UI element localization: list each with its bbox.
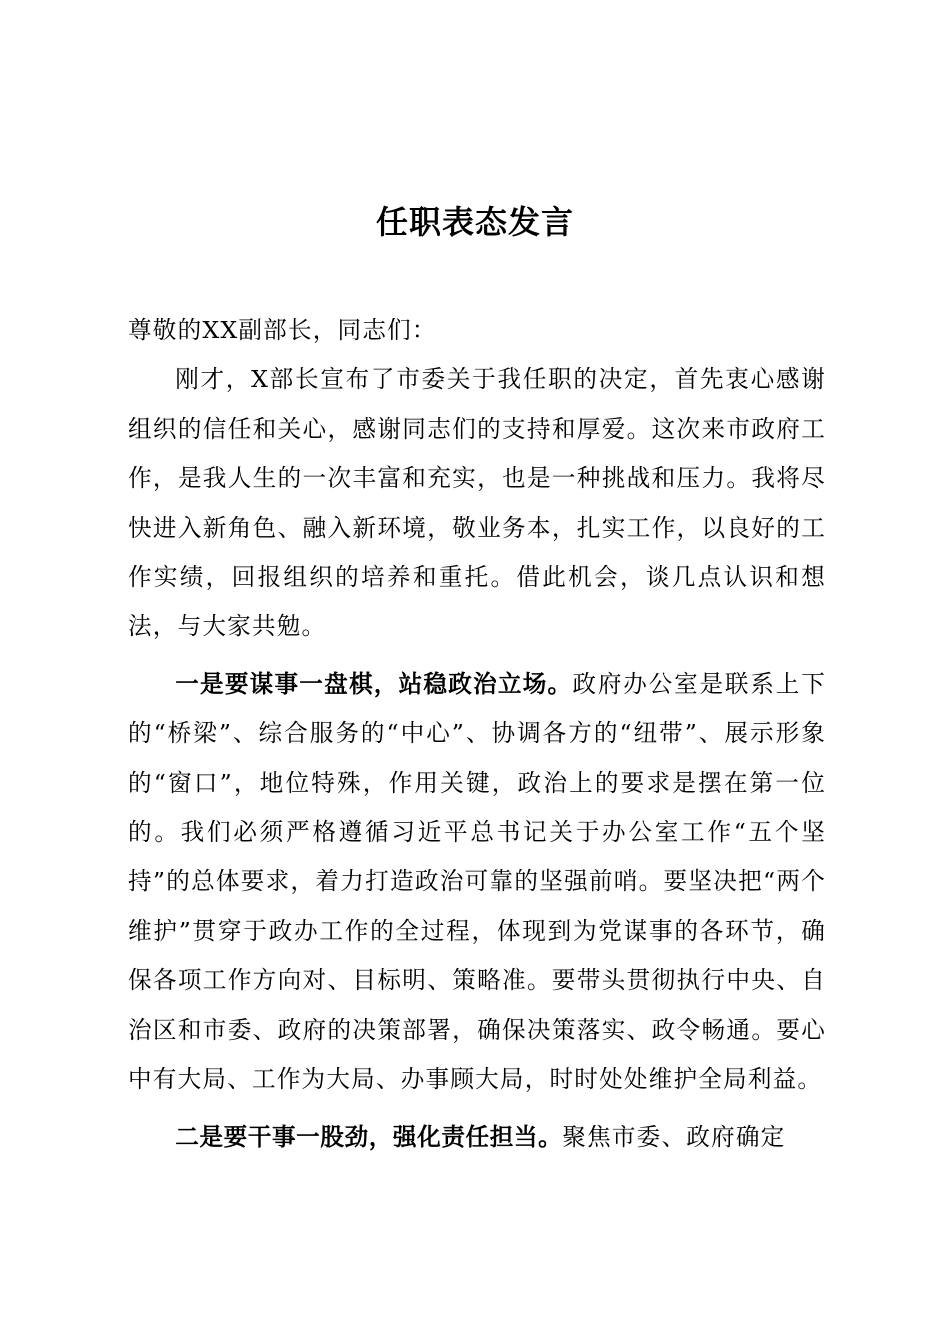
salutation: 尊敬的XX副部长，同志们： <box>128 316 437 344</box>
document-title: 任职表态发言 <box>375 203 574 241</box>
paragraph-point-one <box>128 660 826 1105</box>
document-body <box>128 306 826 1162</box>
point-one-text: 政府办公室是联系上下的“桥梁”、综合服务的“中心”、协调各方的“纽带”、展示形象的“窗口”，地位特殊，作用关键，政治上的要求是摆在第一位的。我们必须严格遵循习近平总书记关于办公室工作“五个坚持”的总体要求，着力打造政治可靠的坚强前哨。要坚决把“两个维护”贯穿于政办工作的全过程，体现到为党谋事的各环节，确保各项工作方向对、目标明、策略准。要带头贯彻执行中央、自治区和市委、政府的决策部署，确保决策落实、政令畅通。要心中有大局、工作为大局、办事顾大局，时时处处维护全局利益。 <box>128 669 827 1094</box>
paragraph-opening: 刚才，X部长宣布了市委关于我任职的决定，首先衷心感谢组织的信任和关心，感谢同志们的支持和厚爱。这次来市政府工作，是我人生的一次丰富和充实，也是一种挑战和压力。我将尽快进入新角色、融入新环境，敬业务本，扎实工作，以良好的工作实绩，回报组织的培养和重托。借此机会，谈几点认识和想法，与大家共勉。 <box>128 365 826 641</box>
point-one-heading: 一是要谋事一盘棋，站稳政治立场。 <box>175 669 573 698</box>
point-two-heading: 二是要干事一股劲，强化责任担当。 <box>175 1122 563 1151</box>
paragraph-point-two <box>128 1113 826 1162</box>
point-two-text: 聚焦市委、政府确定 <box>562 1122 786 1151</box>
